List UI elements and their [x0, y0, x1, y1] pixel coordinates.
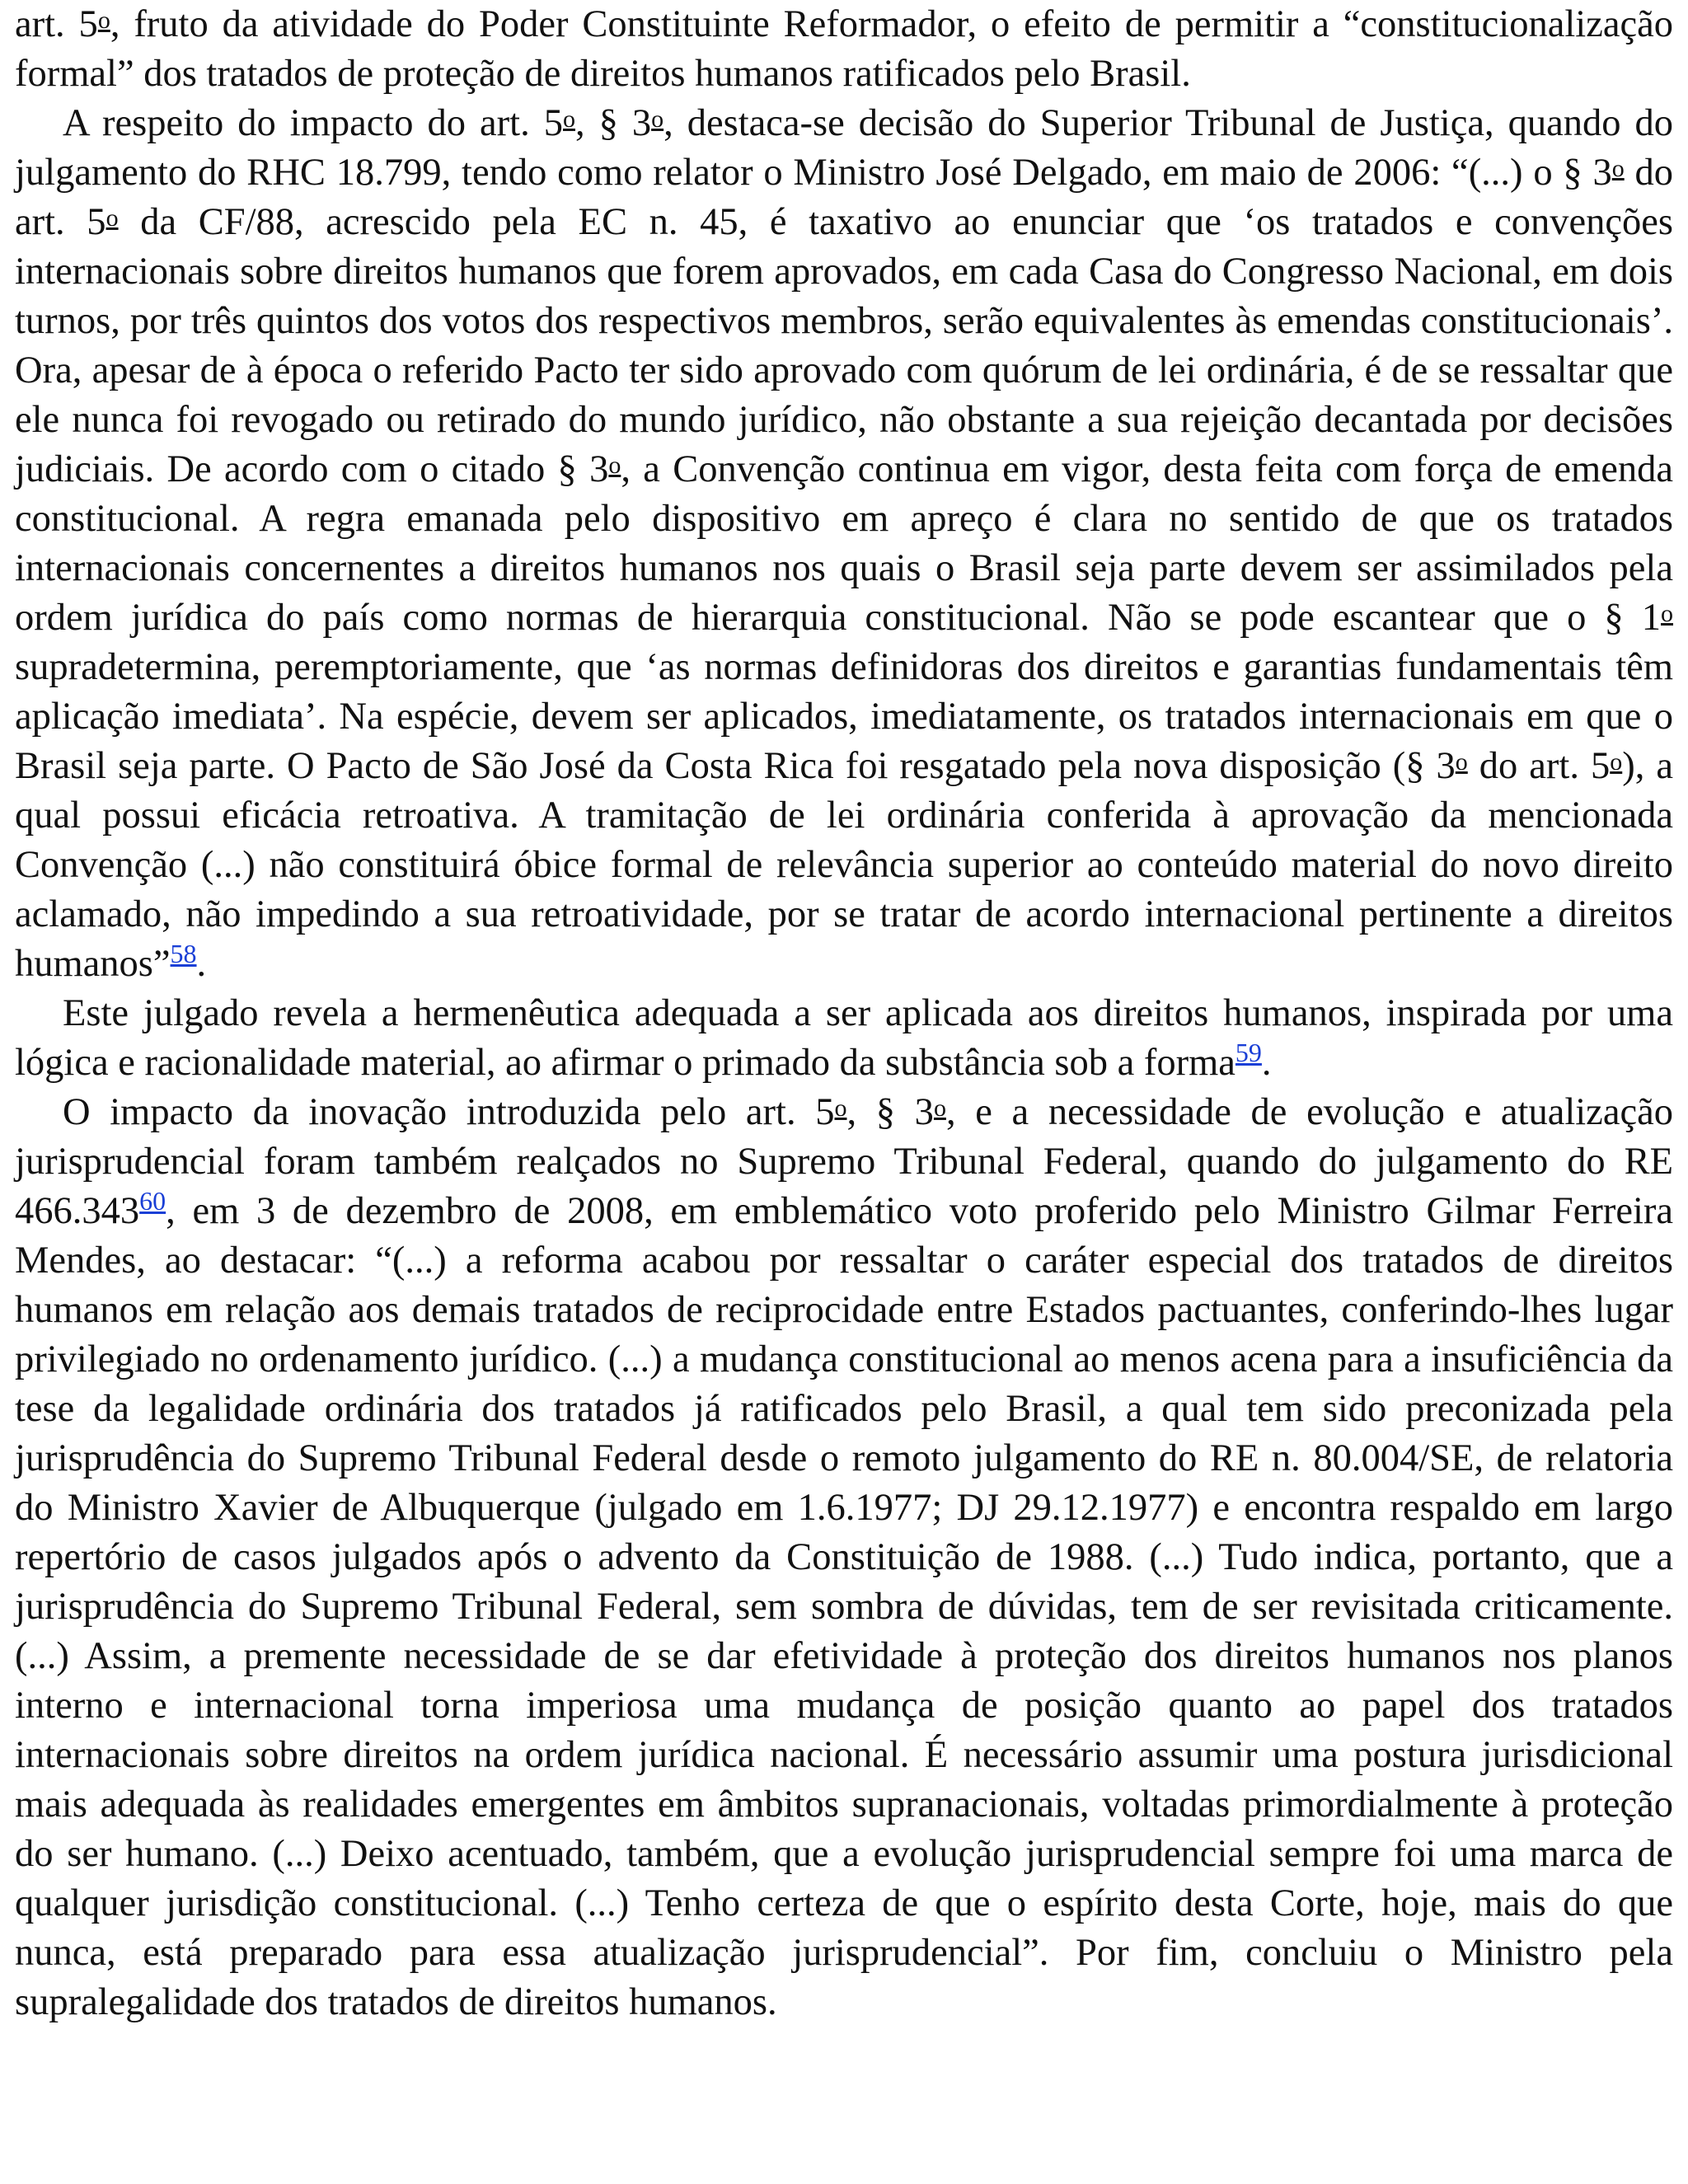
ordinal-indicator: o: [1611, 155, 1625, 182]
text-segment: , destaca-se decisão do Superior Tribunal de Justiça, quando do julgamento do RHC 18.799, tendo como relator o Ministro José Delgado, em maio de 2006: “(...) o § 3: [15, 102, 1674, 194]
text-segment: A respeito do impacto do art. 5: [63, 102, 563, 144]
ordinal-indicator: o: [562, 105, 575, 133]
text-segment: , e a necessidade de evolução e atualização jurisprudencial foram também realçados no Supremo Tribunal Federal, quando do julgamento do RE 466.343: [15, 1091, 1673, 1232]
footnote-link-59[interactable]: 59: [1235, 1038, 1262, 1067]
text-segment: art. 5: [15, 3, 98, 45]
text-segment: O impacto da inovação introduzida pelo art. 5: [63, 1091, 835, 1133]
paragraph-4: [15, 1088, 1673, 2027]
text-segment: da CF/88, acrescido pela EC n. 45, é taxativo ao enunciar que ‘os tratados e convenções internacionais sobre direitos humanos que forem aprovados, em cada Casa do Congresso Nacional, em dois turnos, por três quintos dos votos dos respectivos membros, serão equivalentes às emendas constitucionais’. Ora, apesar de à época o referido Pacto ter sido aprovado com quórum de lei ordinária, é de se ressaltar que ele nunca foi revogado ou retirado do mundo jurídico, não obstante a sua rejeição decantada por decisões judiciais. De acordo com o citado § 3: [15, 201, 1674, 490]
paragraph-2: [15, 99, 1673, 989]
ordinal-indicator: o: [1661, 600, 1673, 627]
text-segment: supradetermina, peremptoriamente, que ‘as normas definidoras dos direitos e garantias fundamentais têm aplicação imediata’. Na espécie, devem ser aplicados, imediatamente, os tratados internacionais em que o Brasil seja parte. O Pacto de São José da Costa Rica foi resgatado pela nova disposição (§ 3: [15, 646, 1673, 787]
ordinal-indicator: o: [1455, 748, 1468, 776]
paragraph-3: [15, 989, 1673, 1088]
ordinal-indicator: o: [933, 1094, 946, 1122]
ordinal-indicator: o: [97, 7, 110, 34]
text-segment: do art. 5: [15, 152, 1674, 243]
text-segment: .: [1261, 1042, 1272, 1084]
text-segment: do art. 5: [1467, 745, 1611, 787]
ordinal-indicator: o: [651, 105, 664, 133]
text-segment: , fruto da atividade do Poder Constituinte Reformador, o efeito de permitir a “constitucionalização formal” dos tratados de proteção de direitos humanos ratificados pelo Brasil.: [15, 3, 1673, 95]
text-segment: , em 3 de dezembro de 2008, em emblemático voto proferido pelo Ministro Gilmar Ferreira Mendes, ao destacar: “(...) a reforma acabou por ressaltar o caráter especial dos tratados de direitos humanos em relação aos demais tratados de reciprocidade entre Estados pactuantes, conferindo-lhes lugar privilegiado no ordenamento jurídico. (...) a mudança constitucional ao menos acena para a insuficiência da tese da legalidade ordinária dos tratados já ratificados pelo Brasil, a qual tem sido preconizada pela jurisprudência do Supremo Tribunal Federal desde o remoto julgamento do RE n. 80.004/SE, de relatoria do Ministro Xavier de Albuquerque (julgado em 1.6.1977; DJ 29.12.1977) e encontra respaldo em largo repertório de casos julgados após o advento da Constituição de 1988. (...) Tudo indica, portanto, que a jurisprudência do Supremo Tribunal Federal, sem sombra de dúvidas, tem de ser revisitada criticamente. (...) Assim, a premente necessidade de se dar efetividade à proteção dos direitos humanos nos planos interno e internacional torna imperiosa uma mudança de posição quanto ao papel dos tratados internacionais sobre direitos na ordem jurídica nacional. É necessário assumir uma postura jurisdicional mais adequada às realidades emergentes em âmbitos supranacionais, voltadas primordialmente à proteção do ser humano. (...) Deixo acentuado, também, que a evolução jurisprudencial sempre foi uma marca de qualquer jurisdição constitucional. (...) Tenho certeza de que o espírito desta Corte, hoje, mais do que nunca, está preparado para essa atualização jurisprudencial”. Por fim, concluiu o Ministro pela supralegalidade dos tratados de direitos humanos.: [15, 1190, 1673, 2023]
footnote-link-60[interactable]: 60: [139, 1186, 166, 1216]
paragraph-1: [15, 0, 1673, 99]
text-segment: , § 3: [574, 102, 652, 144]
document-page: [15, 0, 1673, 2027]
ordinal-indicator: o: [834, 1094, 847, 1122]
ordinal-indicator: o: [608, 452, 621, 479]
text-segment: , § 3: [846, 1091, 934, 1133]
text-segment: Este julgado revela a hermenêutica adequada a ser aplicada aos direitos humanos, inspirada por uma lógica e racionalidade material, ao afirmar o primado da substância sob a forma: [15, 992, 1673, 1084]
ordinal-indicator: o: [1610, 748, 1623, 776]
ordinal-indicator: o: [106, 204, 119, 232]
footnote-link-58[interactable]: 58: [170, 939, 197, 968]
text-segment: .: [196, 943, 207, 985]
text-segment: , a Convenção continua em vigor, desta feita com força de emenda constitucional. A regra emanada pelo dispositivo em apreço é clara no sentido de que os tratados internacionais concernentes a direitos humanos nos quais o Brasil seja parte devem ser assimilados pela ordem jurídica do país como normas de hierarquia constitucional. Não se pode escantear que o § 1: [15, 448, 1673, 639]
text-segment: ), a qual possui eficácia retroativa. A tramitação de lei ordinária conferida à aprovação da mencionada Convenção (...) não constituirá óbice formal de relevância superior ao conteúdo material do novo direito aclamado, não impedindo a sua retroatividade, por se tratar de acordo internacional pertinente a direitos humanos”: [15, 745, 1673, 985]
